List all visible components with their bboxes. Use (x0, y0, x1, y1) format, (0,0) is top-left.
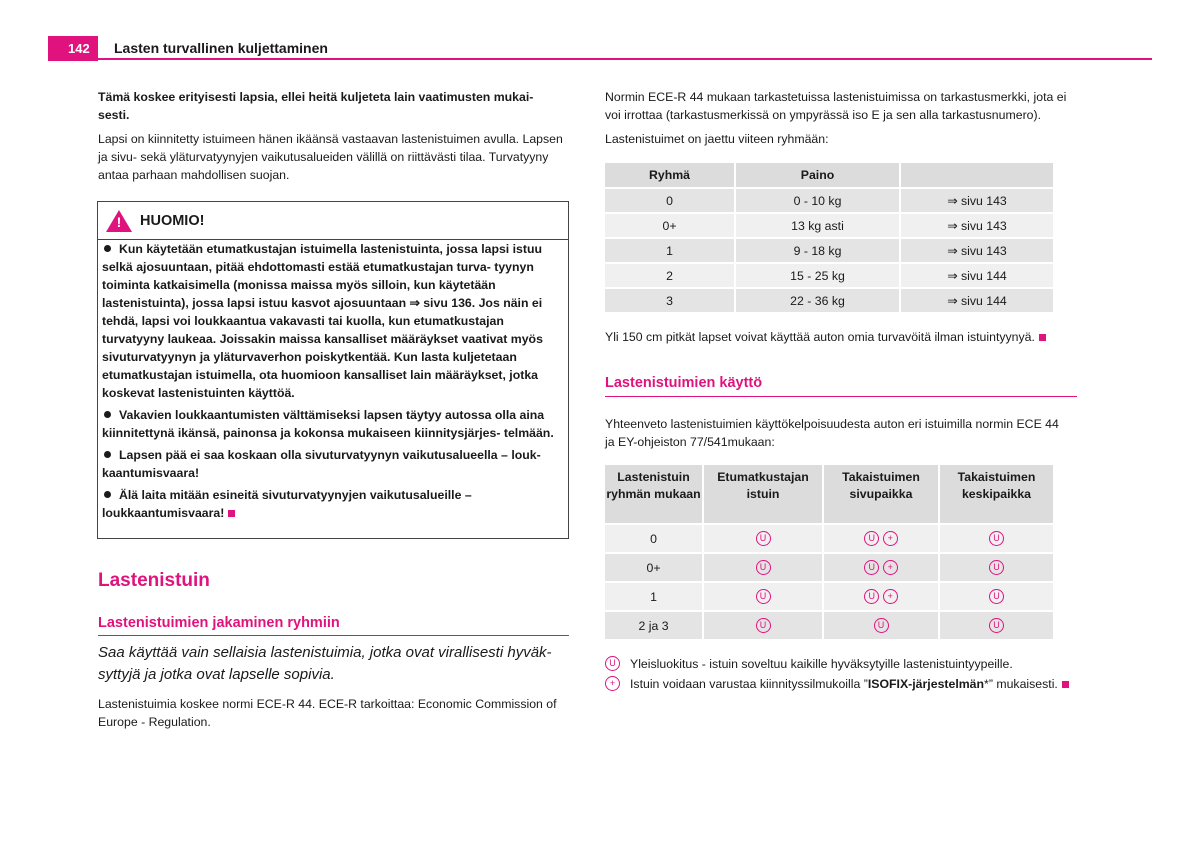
universal-icon: U (989, 589, 1004, 604)
bullet-icon (104, 245, 111, 252)
groups-intro: Lastenistuimet on jaettu viiteen ryhmään: (605, 132, 829, 146)
table-row: 1 9 - 18 kg ⇒ sivu 143 (605, 238, 1054, 263)
bullet-icon (104, 451, 111, 458)
italic-intro: Saa käyttää vain sellaisia lastenistuimia, jotka ovat virallisesti hyväk- syttyjä ja jotka ovat lapselle sopivia. (98, 644, 552, 683)
universal-icon: U (756, 560, 771, 575)
running-header: Lasten turvallinen kuljettaminen (114, 40, 328, 56)
warning-item: Lapsen pää ei saa koskaan olla sivuturvatyynyn vaikutusalueella – louk- kaantumisvaara! (102, 448, 541, 480)
table-header-row (605, 163, 1054, 188)
usage-intro: Yhteenveto lastenistuimien käyttökelpoisuudesta auton eri istuimilla normin ECE 44 ja EY-ohjeiston 77/541mukaan: (605, 417, 1059, 449)
isofix-plus-icon: + (883, 589, 898, 604)
tall-note: Yli 150 cm pitkät lapset voivat käyttää auton omia turvavöitä ilman istuintyynyä. (605, 328, 1080, 346)
universal-icon: U (605, 656, 620, 671)
table-header-row (605, 465, 1054, 524)
column-header: Takaistuimen keskipaikka (939, 465, 1054, 524)
page-link[interactable]: ⇒ sivu 143 (900, 213, 1054, 238)
column-header: Paino (735, 163, 900, 188)
universal-icon: U (756, 589, 771, 604)
warning-title: HUOMIO! (140, 212, 205, 229)
end-mark-icon (1062, 681, 1069, 688)
subsection-title: Lastenistuimien jakaminen ryhmiin (98, 615, 340, 631)
legend-item-universal (605, 655, 1075, 673)
warning-item: Kun käytetään etumatkustajan istuimella lastenistuinta, jossa lapsi istuu selkä ajosuuntaan, pitää ehdottomasti estää etumatkustajan turva- tyynyn toiminta katkaisimella (monissa maissa myös silloin, kun käytetään lastenistuinta), jossa lapsi istuu kasvot ajosuuntaan ⇒ sivu 136. Jos näin ei tehdä, lapsi voi loukkaantua vakavasti tai kuolla, kun etumatkustajan turvatyyny laukeaa. Joissakin maissa kansalliset määräykset vaativat myös sivuturvatyynyn ja yläturvaverhon poiskytkentää. Kun lasta kuljetetaan etumatkustajan istuimella, ota huomioon kansalliset lain määräykset, jotka koskevat lastenistuinten käyttöä. (102, 242, 543, 400)
universal-icon: U (989, 560, 1004, 575)
column-header: Lastenistuin ryhmän mukaan (605, 465, 703, 524)
warning-body (98, 240, 568, 522)
universal-icon: U (864, 589, 879, 604)
universal-icon: U (864, 560, 879, 575)
universal-icon: U (756, 618, 771, 633)
page-link[interactable]: ⇒ sivu 144 (900, 288, 1054, 313)
universal-icon: U (864, 531, 879, 546)
table-row: 2 15 - 25 kg ⇒ sivu 144 (605, 263, 1054, 288)
bullet-icon (104, 411, 111, 418)
section-title: Lastenistuin (98, 570, 210, 591)
table-row: 2 ja 3 U U U (605, 611, 1054, 640)
table-row: 0+ 13 kg asti ⇒ sivu 143 (605, 213, 1054, 238)
column-header: Ryhmä (605, 163, 735, 188)
universal-icon: U (989, 618, 1004, 633)
intro-bold: Tämä koskee erityisesti lapsia, ellei heitä kuljeteta lain vaatimusten mukai- sesti. (98, 90, 534, 122)
warning-item: Vakavien loukkaantumisten välttämiseksi lapsen täytyy autossa olla aina kiinnitettynä ikänsä, painonsa ja kokonsa mukaiseen kiinnitysjärjes- telmään. (102, 408, 554, 440)
subsection-rule (98, 635, 569, 636)
warning-item: Älä laita mitään esineitä sivuturvatyynyjen vaikutusalueille – loukkaantumisvaara! (102, 488, 472, 520)
legend (605, 655, 1075, 695)
header-rule (98, 58, 1152, 60)
warning-triangle-mark: ! (116, 213, 122, 230)
legend-text: Yleisluokitus - istuin soveltuu kaikille hyväksytyille lastenistuintyypeille. (630, 657, 1013, 671)
table-row: 0 0 - 10 kg ⇒ sivu 143 (605, 188, 1054, 213)
page-link[interactable]: ⇒ sivu 143 (900, 188, 1054, 213)
warning-triangle-icon (106, 210, 132, 232)
group-table (605, 163, 1055, 314)
isofix-plus-icon: + (605, 676, 620, 691)
universal-icon: U (874, 618, 889, 633)
bullet-icon (104, 491, 111, 498)
warning-header (98, 202, 568, 240)
norm-text: Lastenistuimia koskee normi ECE-R 44. ECE-R tarkoittaa: Economic Commission of Europe - Regulation. (98, 697, 557, 729)
page-number: 142 (48, 36, 98, 61)
end-mark-icon (228, 510, 235, 517)
page-link[interactable]: ⇒ sivu 143 (900, 238, 1054, 263)
universal-icon: U (756, 531, 771, 546)
table-row: 0 U U + U (605, 524, 1054, 553)
column-header (900, 163, 1054, 188)
subsection-title-usage: Lastenistuimien käyttö (605, 375, 763, 391)
norm-paragraph: Normin ECE-R 44 mukaan tarkastetuissa lastenistuimissa on tarkastusmerkki, jota ei voi irrottaa (tarkastusmerkissä on ympyrässä iso E ja sen alla tarkastusnumero). (605, 90, 1067, 122)
warning-box (97, 201, 569, 539)
page-link[interactable]: ⇒ sivu 144 (900, 263, 1054, 288)
column-header: Takaistuimen sivupaikka (823, 465, 939, 524)
legend-item-isofix (605, 675, 1075, 693)
usage-table (605, 465, 1055, 641)
left-intro (98, 88, 564, 190)
legend-text: Istuin voidaan varustaa kiinnityssilmukoilla ”ISOFIX-järjestelmän*” mukaisesti. (630, 675, 1069, 693)
intro-text: Lapsi on kiinnitetty istuimeen hänen ikäänsä vastaavan lastenistuimen avulla. Lapsen ja sivu- sekä yläturvatyynyjen vaikutusalueiden välillä on riittävästi tilaa. Turvatyyny antaa parhaan mahdollisen suojan. (98, 132, 563, 182)
isofix-plus-icon: + (883, 531, 898, 546)
subsection-rule (605, 396, 1077, 397)
right-intro (605, 88, 1080, 154)
universal-icon: U (989, 531, 1004, 546)
table-row: 1 U U + U (605, 582, 1054, 611)
end-mark-icon (1039, 334, 1046, 341)
table-row: 0+ U U + U (605, 553, 1054, 582)
table-row: 3 22 - 36 kg ⇒ sivu 144 (605, 288, 1054, 313)
isofix-plus-icon: + (883, 560, 898, 575)
column-header: Etumatkustajan istuin (703, 465, 823, 524)
